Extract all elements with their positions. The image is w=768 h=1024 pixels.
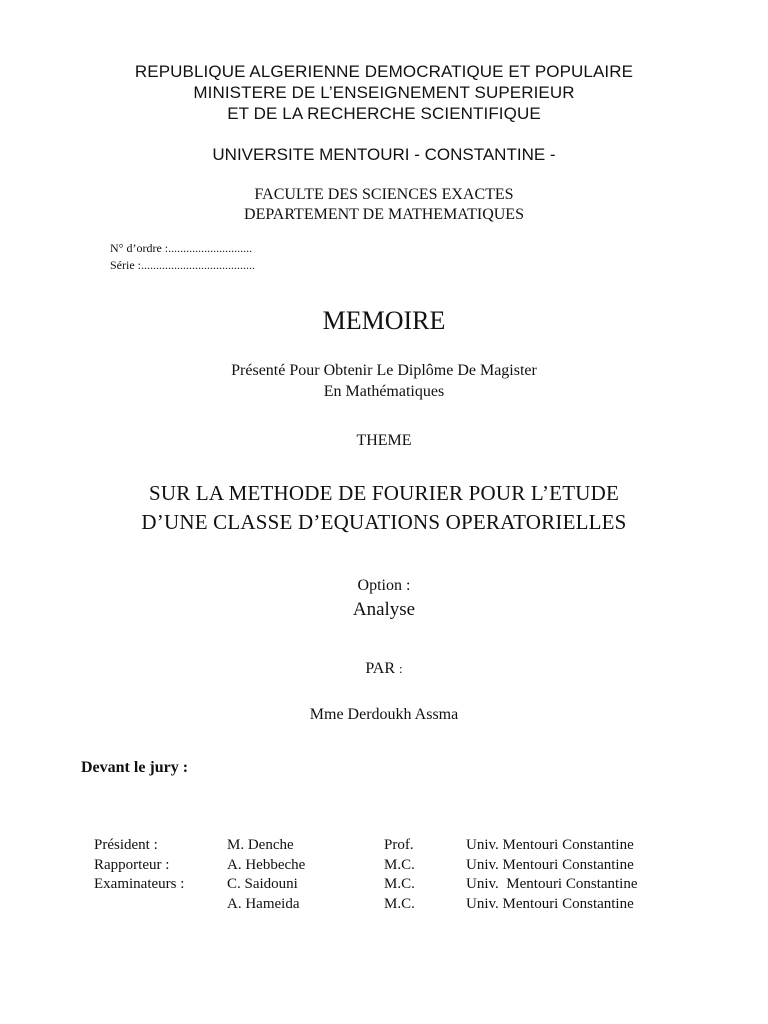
jury-role: Président : xyxy=(94,837,158,853)
jury-name: A. Hebbeche xyxy=(227,857,306,873)
jury-grade: Prof. xyxy=(384,837,414,853)
jury-affiliation: Univ. Mentouri Constantine xyxy=(466,837,634,853)
jury-role: Examinateurs : xyxy=(94,876,185,892)
presented-line-2: En Mathématiques xyxy=(323,383,445,400)
option-label: Option : xyxy=(357,577,411,594)
jury-affiliation: Univ. Mentouri Constantine xyxy=(466,876,638,892)
option-value: Analyse xyxy=(352,599,416,620)
order-number: N° d’ordre :............................ xyxy=(110,241,253,255)
jury-heading: Devant le jury : xyxy=(81,759,189,776)
department-name: DEPARTEMENT DE MATHEMATIQUES xyxy=(244,206,524,223)
presented-line-1: Présenté Pour Obtenir Le Diplôme De Magister xyxy=(231,362,537,379)
author-name: Mme Derdoukh Assma xyxy=(309,706,459,723)
jury-name: M. Denche xyxy=(227,837,294,853)
jury-grade: M.C. xyxy=(384,896,415,912)
thesis-title-line-2: D’UNE CLASSE D’EQUATIONS OPERATORIELLES xyxy=(141,510,627,534)
par-label xyxy=(0,660,768,678)
header-research: ET DE LA RECHERCHE SCIENTIFIQUE xyxy=(227,104,541,123)
jury-grade: M.C. xyxy=(384,876,415,892)
jury-name: A. Hameida xyxy=(227,896,300,912)
jury-affiliation: Univ. Mentouri Constantine xyxy=(466,896,634,912)
header-ministry: MINISTERE DE L’ENSEIGNEMENT SUPERIEUR xyxy=(193,83,575,102)
serie-number: Série :...................................... xyxy=(110,258,255,272)
header-republic: REPUBLIQUE ALGERIENNE DEMOCRATIQUE ET POPULAIRE xyxy=(134,62,634,81)
jury-affiliation: Univ. Mentouri Constantine xyxy=(466,857,634,873)
theme-label: THEME xyxy=(356,432,412,449)
par-text: PAR xyxy=(365,660,396,677)
faculty-name: FACULTE DES SCIENCES EXACTES xyxy=(254,186,514,203)
par-colon: : xyxy=(399,661,403,676)
jury-name: C. Saidouni xyxy=(227,876,298,892)
document-type: MEMOIRE xyxy=(322,306,446,335)
jury-role: Rapporteur : xyxy=(94,857,170,873)
jury-grade: M.C. xyxy=(384,857,415,873)
thesis-title-line-1: SUR LA METHODE DE FOURIER POUR L’ETUDE xyxy=(149,481,619,505)
university-name: UNIVERSITE MENTOURI - CONSTANTINE - xyxy=(212,145,556,164)
